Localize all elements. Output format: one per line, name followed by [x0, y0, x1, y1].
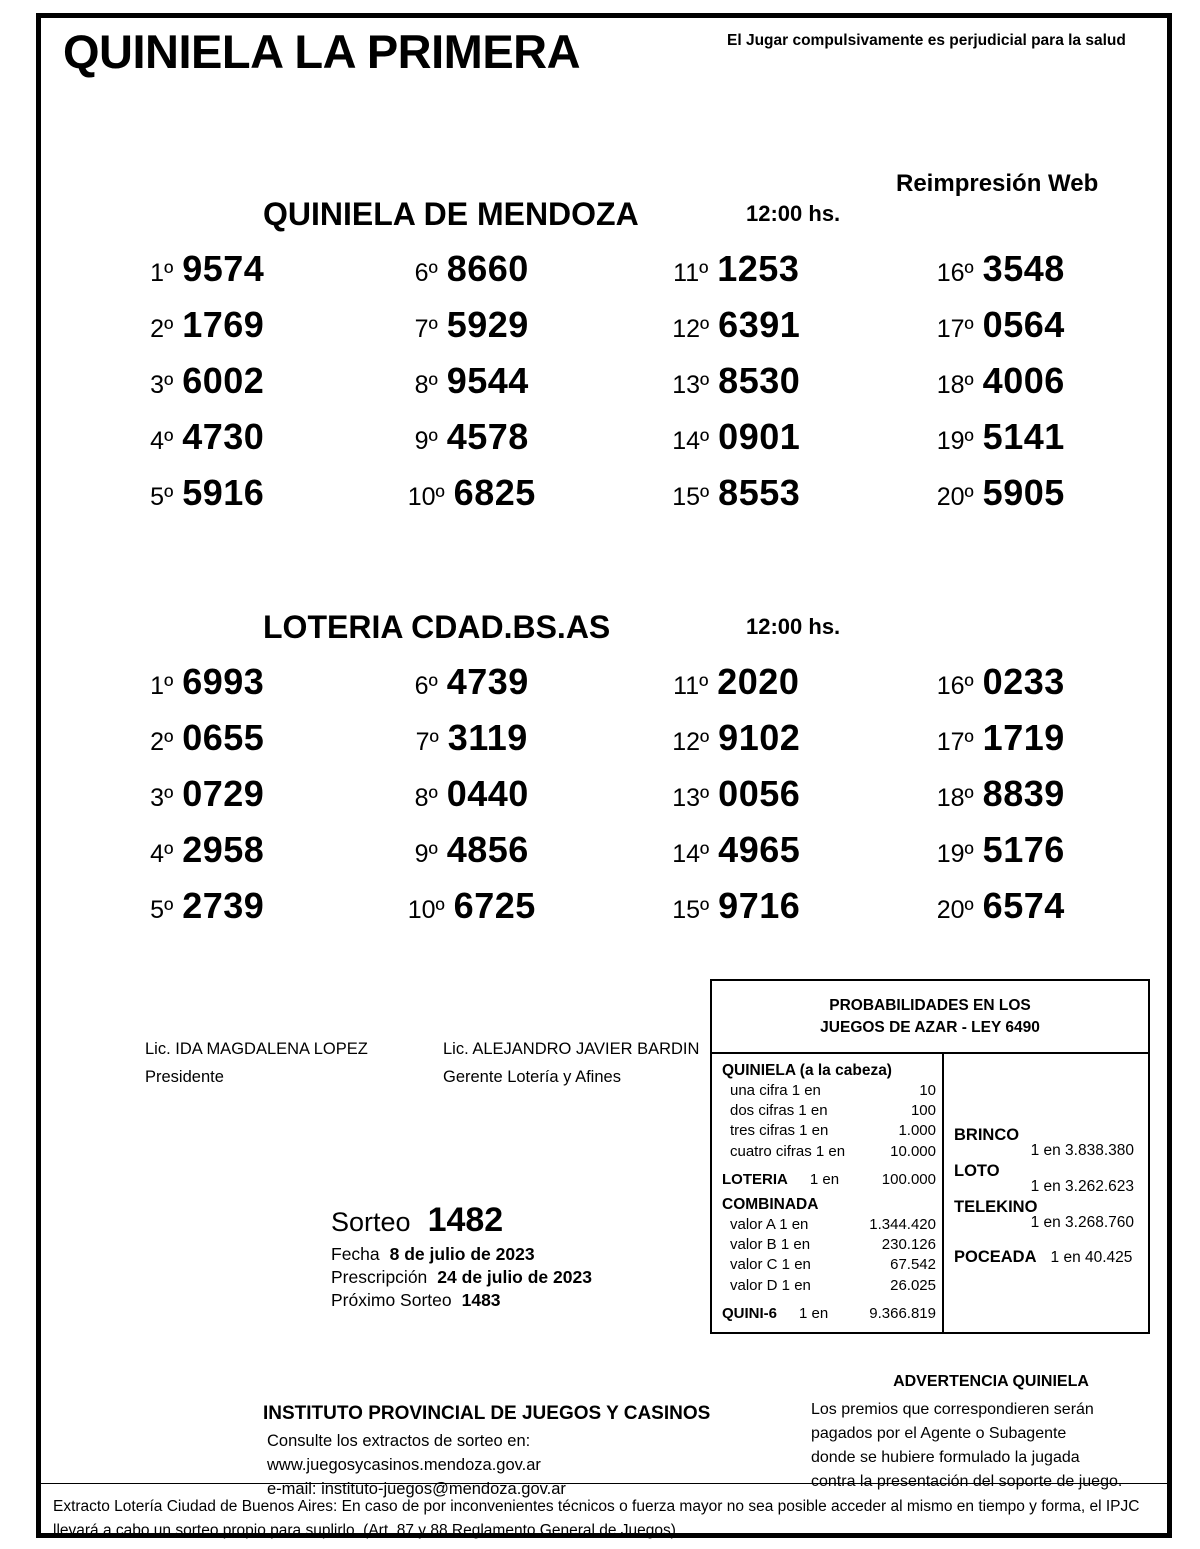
game-telekino [954, 1198, 1140, 1232]
sorteo-proximo-row [331, 1290, 731, 1311]
result-position: 2º [150, 728, 174, 756]
footer-disclaimer: Extracto Lotería Ciudad de Buenos Aires: En caso de por inconvenientes técnicos o fuerza mayor no sea posible acceder al mismo en tiempo y forma, el IPJC llevará a cabo un sorteo propio para suplirlo. (Art. 87 y 88 Reglamento General de Juegos) [53, 1498, 1140, 1540]
quini6-probability-row [722, 1303, 936, 1324]
result-position: 15º [672, 896, 710, 924]
result-number: 5929 [446, 304, 529, 345]
probability-odds: 1.344.420 [869, 1215, 936, 1233]
loteria-probability-row [722, 1169, 936, 1190]
quini6-label: QUINI-6 [722, 1304, 778, 1322]
draw-section-bsas [41, 583, 1167, 941]
result-item [604, 304, 869, 360]
result-item [75, 829, 340, 885]
result-position: 12º [672, 728, 710, 756]
result-number: 9544 [446, 360, 529, 401]
result-position: 10º [407, 896, 445, 924]
result-number: 0901 [718, 416, 801, 457]
result-position: 9º [414, 840, 438, 868]
page-title: QUINIELA LA PRIMERA [63, 25, 581, 78]
draw-header [41, 583, 1167, 645]
institute-consult-line: Consulte los extractos de sorteo en: [267, 1432, 531, 1450]
result-position: 6º [414, 672, 438, 700]
result-number: 2739 [182, 885, 265, 926]
result-item [340, 885, 605, 941]
result-item [604, 773, 869, 829]
result-number: 0564 [982, 304, 1065, 345]
result-item [869, 416, 1134, 472]
result-number: 1769 [182, 304, 265, 345]
probability-odds: 67.542 [890, 1256, 936, 1274]
probability-label: valor B 1 en [730, 1236, 811, 1254]
results-grid-mendoza [41, 248, 1167, 528]
game-odds: 1 en 3.262.623 [1030, 1177, 1134, 1195]
game-odds: 1 en 40.425 [1050, 1248, 1133, 1266]
result-item [340, 248, 605, 304]
result-position: 18º [936, 784, 974, 812]
result-position: 16º [936, 259, 974, 287]
result-number: 4578 [446, 416, 529, 457]
result-item [340, 717, 605, 773]
game-odds: 1 en 3.268.760 [1030, 1213, 1134, 1231]
result-item [604, 885, 869, 941]
result-item [340, 416, 605, 472]
sorteo-fecha-value: 8 de julio de 2023 [389, 1244, 535, 1264]
advertencia-line: donde se hubiere formulado la jugada [811, 1449, 1080, 1466]
result-position: 13º [672, 784, 710, 812]
result-item [869, 829, 1134, 885]
result-number: 1253 [717, 248, 800, 289]
result-item [869, 360, 1134, 416]
institute-title: INSTITUTO PROVINCIAL DE JUEGOS Y CASINOS [263, 1403, 711, 1424]
result-number: 6574 [982, 885, 1065, 926]
result-number: 0655 [182, 717, 265, 758]
advertencia-line: Los premios que correspondieren serán [811, 1401, 1094, 1418]
result-item [869, 717, 1134, 773]
reprint-flag: Reimpresión Web [896, 170, 1099, 197]
result-number: 4006 [982, 360, 1065, 401]
quini6-odds: 9.366.819 [869, 1304, 936, 1322]
results-grid-bsas [41, 661, 1167, 941]
probability-row [722, 1142, 936, 1162]
result-number: 5905 [982, 472, 1065, 513]
probability-label: valor A 1 en [730, 1215, 809, 1233]
result-item [75, 360, 340, 416]
institute-website[interactable]: www.juegosycasinos.mendoza.gov.ar [267, 1455, 541, 1474]
sorteo-prescripcion-row [331, 1267, 731, 1288]
result-item [75, 885, 340, 941]
probability-row [722, 1081, 936, 1101]
probability-row [722, 1235, 936, 1255]
result-item [75, 717, 340, 773]
result-position: 16º [936, 672, 974, 700]
result-number: 0056 [718, 773, 801, 814]
result-item [340, 829, 605, 885]
gambling-warning-slogan: El Jugar compulsivamente es perjudicial para la salud [727, 32, 1126, 49]
result-number: 3119 [447, 717, 528, 758]
result-number: 3548 [982, 248, 1065, 289]
result-item [75, 661, 340, 717]
sorteo-prescripcion-value: 24 de julio de 2023 [437, 1267, 592, 1287]
probabilities-column-left [712, 1054, 944, 1332]
result-number: 5141 [982, 416, 1065, 457]
draw-name: LOTERIA CDAD.BS.AS [263, 609, 611, 645]
result-number: 5176 [982, 829, 1065, 870]
result-number: 4730 [182, 416, 265, 457]
probabilities-column-right [944, 1054, 1148, 1332]
official-manager [443, 1040, 699, 1087]
loteria-mid: 1 en [809, 1170, 840, 1188]
result-number: 9102 [718, 717, 801, 758]
result-position: 3º [150, 371, 174, 399]
result-item [869, 661, 1134, 717]
institute-block [263, 1403, 710, 1502]
result-number: 0440 [446, 773, 529, 814]
result-position: 2º [150, 315, 174, 343]
result-number: 4856 [446, 829, 529, 870]
probability-label: cuatro cifras 1 en [730, 1142, 846, 1160]
official-name: Lic. IDA MAGDALENA LOPEZ [145, 1040, 368, 1058]
result-item [340, 304, 605, 360]
probability-label: dos cifras 1 en [730, 1102, 828, 1120]
loteria-label: LOTERIA [722, 1170, 788, 1188]
result-number: 6825 [453, 472, 536, 513]
result-item [340, 472, 605, 528]
sorteo-label: Sorteo [331, 1207, 411, 1237]
sorteo-number: 1482 [427, 1201, 504, 1239]
result-position: 14º [672, 840, 710, 868]
result-item [75, 416, 340, 472]
result-item [604, 717, 869, 773]
result-item [869, 248, 1134, 304]
extract-page [36, 13, 1172, 1538]
result-item [340, 773, 605, 829]
result-item [604, 416, 869, 472]
official-role: Presidente [145, 1068, 224, 1086]
combinada-group-title: COMBINADA [722, 1195, 819, 1213]
result-item [869, 472, 1134, 528]
advertencia-line: pagados por el Agente o Subagente [811, 1425, 1067, 1442]
result-item [604, 360, 869, 416]
game-loto [954, 1162, 1140, 1196]
result-number: 1719 [982, 717, 1065, 758]
probability-label: valor C 1 en [730, 1256, 811, 1274]
result-number: 9716 [718, 885, 801, 926]
result-position: 5º [150, 896, 174, 924]
draw-time: 12:00 hs. [746, 614, 841, 639]
probabilities-title-line1: PROBABILIDADES EN LOS [829, 997, 1031, 1014]
probability-odds: 1.000 [898, 1122, 936, 1140]
probability-label: valor D 1 en [730, 1276, 811, 1294]
result-number: 6725 [453, 885, 536, 926]
probability-odds: 10 [919, 1081, 936, 1099]
sorteo-proximo-value: 1483 [461, 1290, 501, 1310]
probabilities-title-line2: JUEGOS DE AZAR - LEY 6490 [820, 1019, 1040, 1037]
result-position: 11º [673, 259, 709, 287]
footer-divider [41, 1483, 1167, 1484]
official-role: Gerente Lotería y Afines [443, 1068, 621, 1086]
advertencia-title: ADVERTENCIA QUINIELA [893, 1373, 1089, 1390]
result-position: 12º [672, 315, 710, 343]
result-number: 6391 [718, 304, 801, 345]
result-item [869, 885, 1134, 941]
game-poceada [954, 1248, 1140, 1267]
result-position: 8º [414, 371, 438, 399]
result-number: 9574 [182, 248, 265, 289]
result-item [604, 661, 869, 717]
result-number: 4965 [718, 829, 801, 870]
result-position: 14º [672, 427, 710, 455]
probabilities-table [710, 979, 1150, 1334]
sorteo-info [331, 1201, 731, 1313]
result-number: 0729 [182, 773, 265, 814]
probability-row [722, 1215, 936, 1235]
result-position: 20º [936, 483, 974, 511]
game-brinco [954, 1126, 1140, 1160]
result-item [340, 360, 605, 416]
draw-time: 12:00 hs. [746, 201, 841, 226]
result-number: 8839 [982, 773, 1065, 814]
draw-header [41, 170, 1167, 232]
probability-label: una cifra 1 en [730, 1081, 821, 1099]
result-position: 7º [414, 315, 438, 343]
game-name: BRINCO [954, 1125, 1020, 1144]
result-number: 0233 [982, 661, 1065, 702]
result-position: 5º [150, 483, 174, 511]
result-number: 6002 [182, 360, 265, 401]
probability-row [722, 1121, 936, 1141]
result-number: 2958 [182, 829, 265, 870]
result-position: 19º [936, 427, 974, 455]
result-number: 8660 [446, 248, 529, 289]
probability-odds: 100 [910, 1102, 936, 1120]
result-position: 17º [936, 728, 974, 756]
result-number: 8553 [718, 472, 801, 513]
result-item [75, 304, 340, 360]
game-name: TELEKINO [954, 1197, 1038, 1216]
result-item [869, 304, 1134, 360]
result-number: 2020 [717, 661, 800, 702]
game-odds: 1 en 3.838.380 [1030, 1141, 1134, 1159]
sorteo-prescripcion-label: Prescripción [331, 1267, 428, 1287]
probability-odds: 26.025 [890, 1276, 936, 1294]
probability-row [722, 1255, 936, 1275]
result-position: 15º [672, 483, 710, 511]
quiniela-group-title: QUINIELA (a la cabeza) [722, 1061, 892, 1079]
masthead [41, 18, 1167, 90]
sorteo-heading [331, 1201, 731, 1240]
probability-odds: 10.000 [890, 1142, 936, 1160]
result-number: 6993 [182, 661, 265, 702]
result-position: 17º [936, 315, 974, 343]
advertencia-line: contra la presentación del soporte de juego. [811, 1473, 1123, 1490]
result-position: 8º [414, 784, 438, 812]
result-item [869, 773, 1134, 829]
result-item [604, 248, 869, 304]
official-president [145, 1040, 368, 1087]
probabilities-title [712, 981, 1148, 1054]
probabilities-body [712, 1054, 1148, 1332]
result-position: 3º [150, 784, 174, 812]
result-item [75, 773, 340, 829]
result-position: 10º [407, 483, 445, 511]
official-name: Lic. ALEJANDRO JAVIER BARDIN [443, 1040, 700, 1058]
result-item [75, 248, 340, 304]
draw-section-mendoza [41, 170, 1167, 528]
right-column-spacer [954, 1062, 1140, 1126]
advertencia-block [811, 1373, 1171, 1494]
quini6-mid: 1 en [799, 1304, 829, 1322]
result-number: 8530 [718, 360, 801, 401]
sorteo-proximo-label: Próximo Sorteo [331, 1290, 452, 1310]
probability-row [722, 1101, 936, 1121]
probability-row [722, 1276, 936, 1296]
result-position: 4º [150, 427, 174, 455]
result-position: 6º [414, 259, 438, 287]
game-name: LOTO [954, 1161, 1000, 1180]
result-position: 4º [150, 840, 174, 868]
result-number: 4739 [446, 661, 529, 702]
result-position: 7º [415, 728, 439, 756]
result-position: 20º [936, 896, 974, 924]
result-position: 11º [673, 672, 709, 700]
result-item [75, 472, 340, 528]
result-position: 1º [150, 672, 174, 700]
institute-email[interactable]: e-mail: instituto-juegos@mendoza.gov.ar [267, 1479, 566, 1498]
probability-label: tres cifras 1 en [730, 1122, 829, 1140]
result-item [340, 661, 605, 717]
result-number: 5916 [182, 472, 265, 513]
sorteo-fecha-row [331, 1244, 731, 1265]
result-position: 18º [936, 371, 974, 399]
loteria-odds: 100.000 [881, 1170, 936, 1188]
probability-odds: 230.126 [881, 1236, 936, 1254]
draw-name: QUINIELA DE MENDOZA [263, 196, 639, 232]
result-position: 19º [936, 840, 974, 868]
result-item [604, 472, 869, 528]
result-position: 1º [150, 259, 174, 287]
result-position: 13º [672, 371, 710, 399]
result-position: 9º [414, 427, 438, 455]
result-item [604, 829, 869, 885]
sorteo-fecha-label: Fecha [331, 1244, 380, 1264]
game-name: POCEADA [954, 1247, 1037, 1266]
